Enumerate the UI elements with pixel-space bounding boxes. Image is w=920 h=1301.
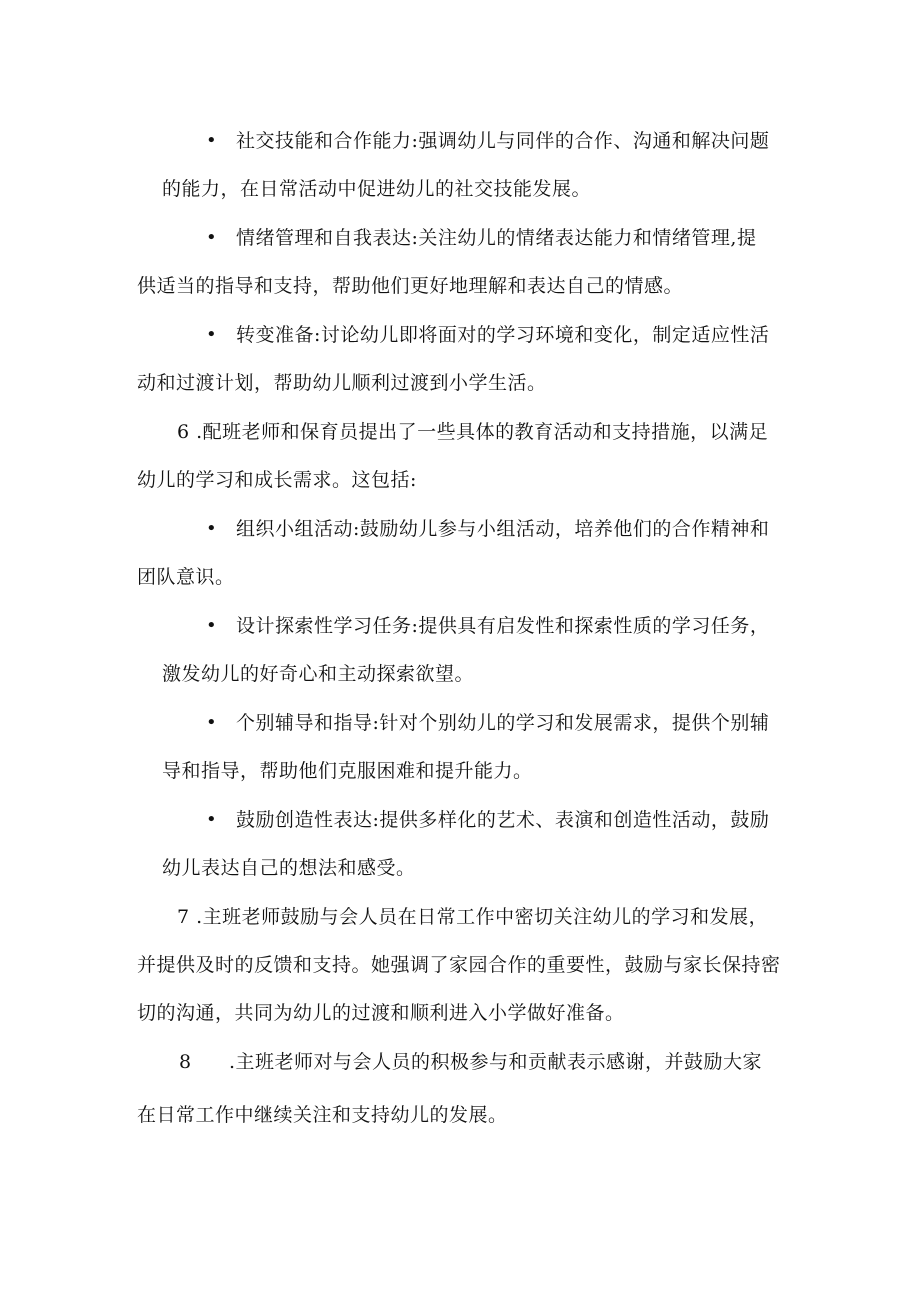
creative-line1: 鼓励创造性表达:提供多样化的艺术、表演和创造性活动，鼓励: [236, 809, 770, 831]
group-line2: 团队意识。: [137, 566, 235, 588]
group-line1: 组织小组活动:鼓励幼儿参与小组活动，培养他们的合作精神和: [236, 518, 770, 540]
transition-line2: 动和过渡计划，帮助幼儿顺利过渡到小学生活。: [137, 372, 547, 394]
creative-line2: 幼儿表达自己的想法和感受。: [162, 857, 416, 879]
explore-line2: 激发幼儿的好奇心和主动探索欲望。: [162, 663, 475, 685]
bullet-social-skills: •: [206, 130, 217, 151]
para6-line2: 幼儿的学习和成长需求。这包括:: [137, 469, 417, 491]
individual-line1: 个别辅导和指导:针对个别幼儿的学习和发展需求，提供个别辅: [236, 712, 770, 734]
para7-line1: 7 .主班老师鼓励与会人员在日常工作中密切关注幼儿的学习和发展，: [177, 906, 769, 928]
para8-line1: .主班老师对与会人员的积极参与和贡献表示感谢，并鼓励大家: [229, 1051, 763, 1073]
bullet-transition: •: [206, 324, 217, 345]
bullet-emotion: •: [206, 227, 217, 248]
bullet-individual: •: [206, 712, 217, 733]
individual-line2: 导和指导，帮助他们克服困难和提升能力。: [162, 760, 533, 782]
para7-line2: 并提供及时的反馈和支持。她强调了家园合作的重要性，鼓励与家长保持密: [137, 954, 781, 976]
bullet-creative: •: [206, 809, 217, 830]
para7-line3: 切的沟通，共同为幼儿的过渡和顺利进入小学做好准备。: [137, 1002, 625, 1024]
para8-number: 8: [179, 1051, 192, 1073]
bullet-explore: •: [206, 615, 217, 636]
explore-line1: 设计探索性学习任务:提供具有启发性和探索性质的学习任务，: [236, 615, 770, 637]
social-skills-line2: 的能力，在日常活动中促进幼儿的社交技能发展。: [162, 178, 592, 200]
social-skills-line1: 社交技能和合作能力:强调幼儿与同伴的合作、沟通和解决问题: [236, 130, 770, 152]
emotion-line1: 情绪管理和自我表达:关注幼儿的情绪表达能力和情绪管理,提: [236, 227, 757, 249]
para8-line2: 在日常工作中继续关注和支持幼儿的发展。: [137, 1104, 508, 1126]
para6-line1: 6 .配班老师和保育员提出了一些具体的教育活动和支持措施，以满足: [177, 421, 769, 443]
transition-line1: 转变准备:讨论幼儿即将面对的学习环境和变化，制定适应性活: [236, 324, 770, 346]
emotion-line2: 供适当的指导和支持，帮助他们更好地理解和表达自己的情感。: [137, 275, 684, 297]
bullet-group: •: [206, 518, 217, 539]
